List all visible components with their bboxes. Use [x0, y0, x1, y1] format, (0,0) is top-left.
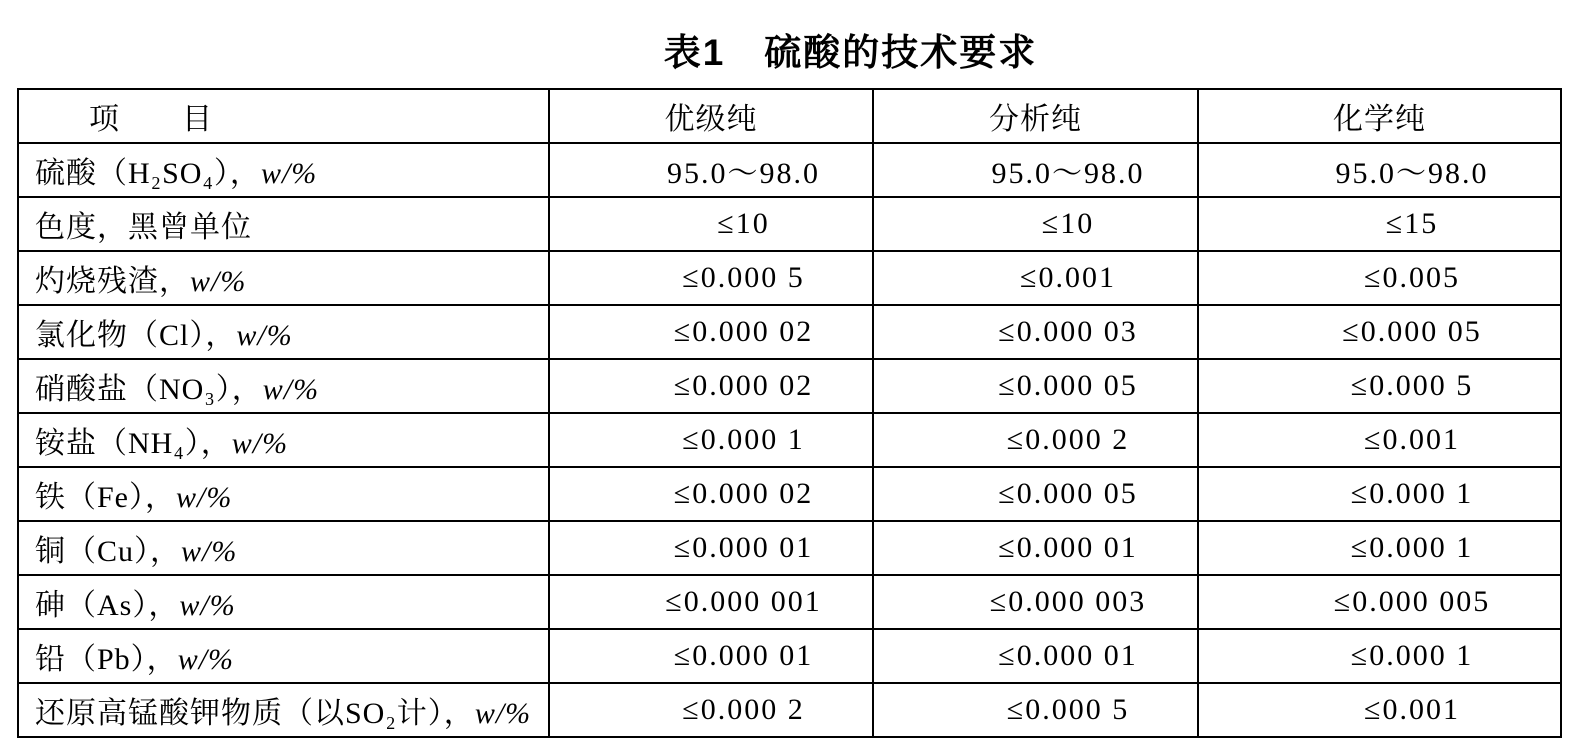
item-label: 硫酸（H₂SO₄）， [35, 157, 261, 190]
value-cell-guaranteed-reagent: ≤0.000 01 [549, 521, 873, 575]
table-row [18, 359, 1561, 413]
unit-label: w/% [179, 589, 236, 622]
header-grade-chemical-pure: 化学纯 [1198, 89, 1561, 143]
value-cell-chemical-pure: ≤15 [1198, 197, 1561, 251]
value-cell-analytical-reagent: ≤0.001 [873, 251, 1198, 305]
item-label: 铵盐（NH₄）， [35, 427, 232, 460]
item-label: 还原高锰酸钾物质（以SO₂计）， [35, 697, 475, 730]
value-cell-guaranteed-reagent: ≤0.000 02 [549, 305, 873, 359]
item-label: 色度，黑曾单位 [35, 211, 252, 244]
header-item-column: 项 目 [18, 89, 549, 143]
value-cell-guaranteed-reagent: ≤0.000 2 [549, 683, 873, 737]
item-label: 砷（As）， [35, 589, 180, 622]
unit-label: w/% [181, 535, 238, 568]
item-cell [18, 197, 549, 251]
table-row [18, 305, 1561, 359]
table-title: 表1 硫酸的技术要求 [663, 32, 1038, 73]
table-row [18, 521, 1561, 575]
value-cell-analytical-reagent: ≤0.000 003 [873, 575, 1198, 629]
unit-label: w/% [190, 265, 247, 298]
value-cell-chemical-pure: ≤0.000 1 [1198, 467, 1561, 521]
item-label: 灼烧残渣， [35, 265, 190, 298]
value-cell-analytical-reagent: ≤10 [873, 197, 1198, 251]
value-cell-analytical-reagent: ≤0.000 01 [873, 629, 1198, 683]
value-cell-chemical-pure: ≤0.000 1 [1198, 521, 1561, 575]
value-cell-guaranteed-reagent: ≤0.000 1 [549, 413, 873, 467]
value-cell-chemical-pure: ≤0.000 1 [1198, 629, 1561, 683]
value-cell-analytical-reagent: ≤0.000 5 [873, 683, 1198, 737]
value-cell-analytical-reagent: ≤0.000 01 [873, 521, 1198, 575]
value-cell-chemical-pure: ≤0.000 05 [1198, 305, 1561, 359]
table-row [18, 629, 1561, 683]
table-row [18, 143, 1561, 197]
value-cell-chemical-pure: ≤0.000 005 [1198, 575, 1561, 629]
table-row [18, 251, 1561, 305]
table-row [18, 575, 1561, 629]
item-label: 硝酸盐（NO₃）， [35, 373, 263, 406]
value-cell-analytical-reagent: ≤0.000 2 [873, 413, 1198, 467]
table-row [18, 413, 1561, 467]
table-header [18, 89, 1561, 143]
unit-label: w/% [474, 697, 532, 730]
value-cell-chemical-pure: ≤0.000 5 [1198, 359, 1561, 413]
value-cell-chemical-pure: 95.0～98.0 [1198, 143, 1561, 197]
value-cell-chemical-pure: ≤0.001 [1198, 683, 1561, 737]
item-cell [18, 143, 549, 197]
value-cell-analytical-reagent: ≤0.000 03 [873, 305, 1198, 359]
table-row [18, 197, 1561, 251]
item-label: 铁（Fe）， [35, 481, 176, 514]
item-cell [18, 467, 549, 521]
spec-table [17, 88, 1562, 738]
value-cell-chemical-pure: ≤0.005 [1198, 251, 1561, 305]
value-cell-analytical-reagent: ≤0.000 05 [873, 467, 1198, 521]
item-cell [18, 575, 549, 629]
value-cell-analytical-reagent: 95.0～98.0 [873, 143, 1198, 197]
item-cell [18, 521, 549, 575]
item-label: 氯化物（Cl）， [35, 319, 237, 352]
item-cell [18, 251, 549, 305]
item-label: 铅（Pb）， [35, 643, 178, 676]
table-row [18, 467, 1561, 521]
unit-label: w/% [262, 373, 320, 406]
unit-label: w/% [176, 481, 233, 514]
header-row [18, 89, 1561, 143]
header-grade-analytical-reagent: 分析纯 [873, 89, 1198, 143]
unit-label: w/% [260, 157, 318, 190]
item-label: 铜（Cu）， [35, 535, 182, 568]
table-row [18, 683, 1561, 737]
unit-label: w/% [177, 643, 235, 676]
value-cell-guaranteed-reagent: ≤0.000 02 [549, 467, 873, 521]
value-cell-guaranteed-reagent: ≤0.000 01 [549, 629, 873, 683]
item-cell [18, 629, 549, 683]
value-cell-guaranteed-reagent: 95.0～98.0 [549, 143, 873, 197]
value-cell-guaranteed-reagent: ≤0.000 001 [549, 575, 873, 629]
item-cell [18, 683, 549, 737]
item-cell [18, 359, 549, 413]
header-grade-guaranteed-reagent: 优级纯 [549, 89, 873, 143]
value-cell-guaranteed-reagent: ≤0.000 5 [549, 251, 873, 305]
value-cell-chemical-pure: ≤0.001 [1198, 413, 1561, 467]
item-cell [18, 413, 549, 467]
value-cell-guaranteed-reagent: ≤10 [549, 197, 873, 251]
item-cell [18, 305, 549, 359]
unit-label: w/% [231, 427, 289, 460]
unit-label: w/% [236, 319, 293, 352]
value-cell-guaranteed-reagent: ≤0.000 02 [549, 359, 873, 413]
table-body [18, 143, 1561, 737]
value-cell-analytical-reagent: ≤0.000 05 [873, 359, 1198, 413]
